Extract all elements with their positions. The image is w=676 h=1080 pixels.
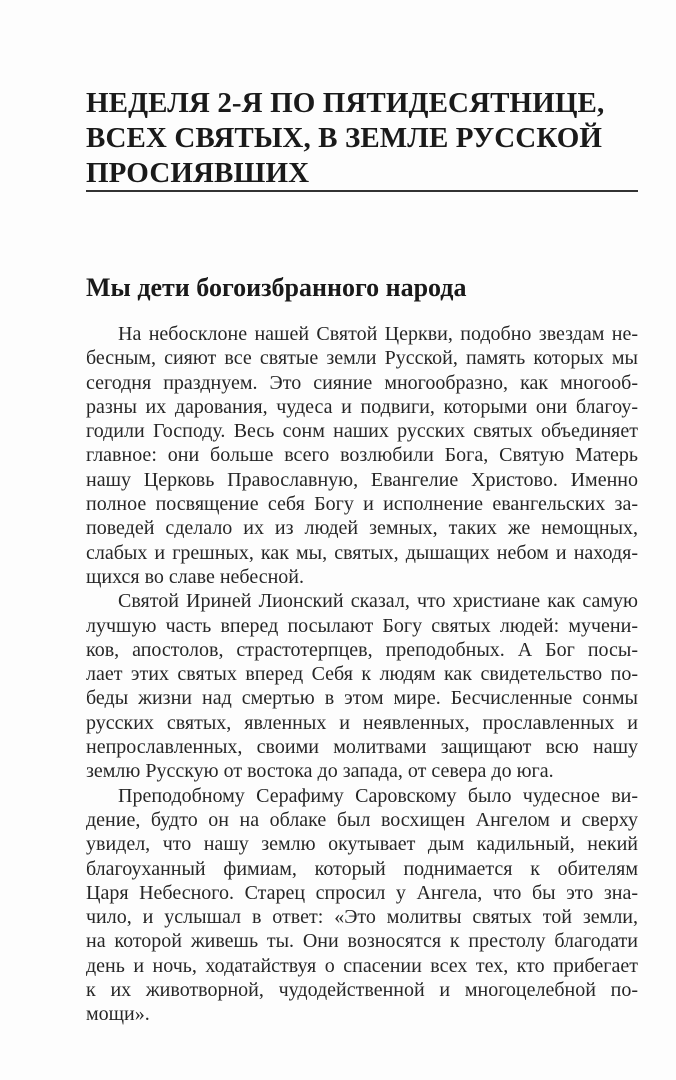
text-line: благоуханный фимиам, который поднимается к обителям bbox=[86, 857, 638, 880]
text-line: бесным, сияют все святые земли Русской, память которых мы bbox=[86, 347, 638, 370]
text-line: На небосклоне нашей Святой Церкви, подобно звездам не- bbox=[118, 323, 638, 345]
text-line: главное: они больше всего возлюбили Бога, Святую Матерь bbox=[86, 444, 638, 467]
text-line: ков, апостолов, страстотерпцев, преподобных. А Бог посы- bbox=[86, 638, 638, 661]
text-line: Царя Небесного. Старец спросил у Ангела, что бы это зна- bbox=[86, 881, 638, 904]
section-heading: Мы дети богоизбранного народа bbox=[86, 273, 467, 302]
text-line: Святой Ириней Лионский сказал, что христиане как самую bbox=[118, 590, 638, 613]
text-line: землю Русскую от востока до запада, от севера до юга. bbox=[86, 760, 554, 783]
text-line: беды жизни над смертью в этом мире. Бесчисленные сонмы bbox=[86, 687, 638, 710]
text-line: лает этих святых вперед Себя к людям как свидетельство по- bbox=[86, 663, 638, 686]
title-underline-rule bbox=[86, 190, 638, 192]
text-line: непрославленных, своими молитвами защищают всю нашу bbox=[86, 736, 638, 759]
text-line: русских святых, явленных и неявленных, прославленных и bbox=[86, 711, 638, 734]
text-line: разны их дарования, чудеса и подвиги, которыми они благоу- bbox=[86, 395, 638, 418]
text-line: поведей сделало их из людей земных, таких же немощных, bbox=[86, 517, 638, 540]
paragraph bbox=[86, 589, 638, 783]
paragraph bbox=[86, 322, 638, 589]
text-line: к их животворной, чудодейственной и многоцелебной по- bbox=[86, 979, 638, 1002]
text-line: мощи». bbox=[86, 1003, 150, 1026]
text-line: нашу Церковь Православную, Евангелие Христово. Именно bbox=[86, 468, 638, 491]
text-line: на которой живешь ты. Они возносятся к престолу благодати bbox=[86, 930, 638, 953]
text-line: Преподобному Серафиму Саровскому было чудесное ви- bbox=[118, 784, 638, 807]
text-line: дение, будто он на облаке был восхищен Ангелом и сверху bbox=[86, 808, 638, 831]
text-line: щихся во славе небесной. bbox=[86, 565, 304, 588]
text-line: увидел, что нашу землю окутывает дым кадильный, некий bbox=[86, 833, 638, 856]
chapter-title-line: НЕДЕЛЯ 2-Я ПО ПЯТИДЕСЯТНИЦЕ, bbox=[86, 87, 605, 119]
text-line: сегодня празднуем. Это сияние многообразно, как многооб- bbox=[86, 371, 638, 394]
text-line: слабых и грешных, как мы, святых, дышащих небом и находя- bbox=[86, 541, 638, 564]
text-line: годили Господу. Весь сонм наших русских святых объединяет bbox=[86, 420, 638, 443]
text-line: чило, и услышал в ответ: «Это молитвы святых той земли, bbox=[86, 906, 638, 929]
chapter-title-line: ПРОСИЯВШИХ bbox=[86, 157, 310, 189]
text-line: лучшую часть вперед посылают Богу святых людей: мучени- bbox=[86, 614, 638, 637]
chapter-title-line: ВСЕХ СВЯТЫХ, В ЗЕМЛЕ РУССКОЙ bbox=[86, 122, 603, 154]
body-text bbox=[86, 322, 638, 1027]
chapter-title bbox=[86, 86, 646, 191]
text-line: полное посвящение себя Богу и исполнение евангельских за- bbox=[86, 493, 638, 516]
text-line: день и ночь, ходатайствуя о спасении всех тех, кто прибегает bbox=[86, 954, 638, 977]
paragraph bbox=[86, 784, 638, 1027]
